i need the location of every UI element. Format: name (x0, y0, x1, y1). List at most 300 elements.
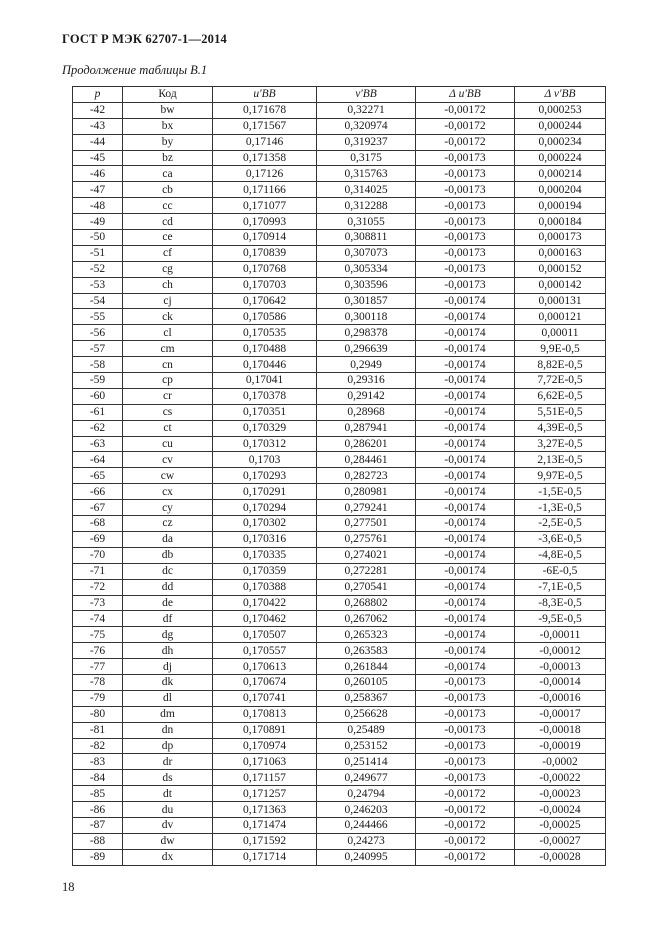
cell-u-bb: 0,170388 (213, 579, 317, 595)
header-delta-v-bb: Δ v'BB (515, 87, 606, 103)
table-row (73, 516, 606, 532)
cell-delta-u-bb: -0,00174 (416, 579, 515, 595)
cell-u-bb: 0,171592 (213, 833, 317, 849)
cell-v-bb: 0,303596 (317, 277, 416, 293)
cell-v-bb: 0,29316 (317, 373, 416, 389)
cell-delta-u-bb: -0,00173 (416, 150, 515, 166)
cell-delta-v-bb: 0,000194 (515, 198, 606, 214)
cell-v-bb: 0,256628 (317, 706, 416, 722)
cell-delta-u-bb: -0,00174 (416, 388, 515, 404)
cell-v-bb: 0,253152 (317, 738, 416, 754)
cell-code: cz (123, 516, 213, 532)
cell-p: -89 (73, 849, 123, 865)
cell-code: dw (123, 833, 213, 849)
table-row (73, 627, 606, 643)
cell-v-bb: 0,319237 (317, 134, 416, 150)
cell-code: cm (123, 341, 213, 357)
cell-delta-v-bb: 0,000163 (515, 245, 606, 261)
document-header: ГОСТ Р МЭК 62707-1—2014 (62, 32, 227, 46)
cell-v-bb: 0,274021 (317, 547, 416, 563)
cell-delta-u-bb: -0,00174 (416, 659, 515, 675)
table-row (73, 182, 606, 198)
cell-u-bb: 0,170839 (213, 245, 317, 261)
cell-v-bb: 0,275761 (317, 531, 416, 547)
cell-delta-u-bb: -0,00173 (416, 770, 515, 786)
table-row (73, 595, 606, 611)
cell-u-bb: 0,170557 (213, 643, 317, 659)
cell-delta-u-bb: -0,00174 (416, 563, 515, 579)
cell-u-bb: 0,170488 (213, 341, 317, 357)
table-row (73, 293, 606, 309)
cell-p: -75 (73, 627, 123, 643)
cell-delta-u-bb: -0,00174 (416, 341, 515, 357)
table-row (73, 150, 606, 166)
cell-code: bz (123, 150, 213, 166)
cell-code: dd (123, 579, 213, 595)
cell-u-bb: 0,171257 (213, 786, 317, 802)
cell-delta-u-bb: -0,00172 (416, 833, 515, 849)
cell-v-bb: 0,277501 (317, 516, 416, 532)
cell-code: dm (123, 706, 213, 722)
cell-delta-u-bb: -0,00174 (416, 595, 515, 611)
cell-delta-u-bb: -0,00174 (416, 309, 515, 325)
cell-p: -44 (73, 134, 123, 150)
cell-p: -62 (73, 420, 123, 436)
cell-delta-u-bb: -0,00172 (416, 817, 515, 833)
cell-v-bb: 0,24273 (317, 833, 416, 849)
cell-p: -84 (73, 770, 123, 786)
cell-u-bb: 0,170422 (213, 595, 317, 611)
cell-p: -50 (73, 230, 123, 246)
cell-code: cw (123, 468, 213, 484)
cell-delta-v-bb: -6E-0,5 (515, 563, 606, 579)
cell-v-bb: 0,267062 (317, 611, 416, 627)
table-row (73, 484, 606, 500)
cell-v-bb: 0,3175 (317, 150, 416, 166)
cell-v-bb: 0,301857 (317, 293, 416, 309)
cell-code: cg (123, 261, 213, 277)
cell-delta-v-bb: 0,000142 (515, 277, 606, 293)
cell-u-bb: 0,170446 (213, 357, 317, 373)
cell-delta-v-bb: 0,000214 (515, 166, 606, 182)
cell-p: -86 (73, 802, 123, 818)
cell-code: cr (123, 388, 213, 404)
cell-code: db (123, 547, 213, 563)
cell-v-bb: 0,261844 (317, 659, 416, 675)
cell-u-bb: 0,170535 (213, 325, 317, 341)
cell-delta-v-bb: -0,00014 (515, 674, 606, 690)
cell-delta-v-bb: 6,62E-0,5 (515, 388, 606, 404)
cell-delta-u-bb: -0,00173 (416, 738, 515, 754)
cell-delta-v-bb: -0,00012 (515, 643, 606, 659)
cell-delta-u-bb: -0,00173 (416, 706, 515, 722)
table-row (73, 277, 606, 293)
cell-v-bb: 0,307073 (317, 245, 416, 261)
cell-delta-u-bb: -0,00174 (416, 547, 515, 563)
cell-delta-u-bb: -0,00173 (416, 245, 515, 261)
cell-code: dc (123, 563, 213, 579)
cell-v-bb: 0,28968 (317, 404, 416, 420)
cell-delta-u-bb: -0,00174 (416, 436, 515, 452)
cell-u-bb: 0,170642 (213, 293, 317, 309)
cell-code: dv (123, 817, 213, 833)
cell-code: bx (123, 118, 213, 134)
cell-delta-u-bb: -0,00174 (416, 357, 515, 373)
cell-v-bb: 0,260105 (317, 674, 416, 690)
cell-delta-u-bb: -0,00174 (416, 484, 515, 500)
cell-p: -42 (73, 102, 123, 118)
cell-delta-v-bb: -0,00017 (515, 706, 606, 722)
cell-delta-u-bb: -0,00174 (416, 468, 515, 484)
table-row (73, 134, 606, 150)
cell-p: -82 (73, 738, 123, 754)
cell-delta-v-bb: -8,3E-0,5 (515, 595, 606, 611)
table-row (73, 230, 606, 246)
cell-delta-v-bb: -0,00018 (515, 722, 606, 738)
table-row (73, 309, 606, 325)
cell-v-bb: 0,24794 (317, 786, 416, 802)
cell-u-bb: 0,170359 (213, 563, 317, 579)
table-caption: Продолжение таблицы В.1 (62, 63, 208, 77)
table-row (73, 245, 606, 261)
cell-v-bb: 0,25489 (317, 722, 416, 738)
cell-p: -52 (73, 261, 123, 277)
cell-delta-u-bb: -0,00173 (416, 277, 515, 293)
cell-code: cn (123, 357, 213, 373)
cell-v-bb: 0,268802 (317, 595, 416, 611)
cell-delta-u-bb: -0,00172 (416, 134, 515, 150)
cell-u-bb: 0,170293 (213, 468, 317, 484)
cell-p: -48 (73, 198, 123, 214)
table-row (73, 738, 606, 754)
cell-code: cd (123, 214, 213, 230)
cell-delta-v-bb: 2,13E-0,5 (515, 452, 606, 468)
cell-delta-v-bb: 4,39E-0,5 (515, 420, 606, 436)
cell-v-bb: 0,246203 (317, 802, 416, 818)
cell-delta-v-bb: 3,27E-0,5 (515, 436, 606, 452)
table-row (73, 690, 606, 706)
cell-delta-u-bb: -0,00174 (416, 452, 515, 468)
cell-delta-u-bb: -0,00172 (416, 786, 515, 802)
cell-u-bb: 0,170813 (213, 706, 317, 722)
cell-delta-u-bb: -0,00173 (416, 674, 515, 690)
cell-delta-v-bb: 0,000121 (515, 309, 606, 325)
cell-code: du (123, 802, 213, 818)
cell-delta-v-bb: -2,5E-0,5 (515, 516, 606, 532)
cell-code: ca (123, 166, 213, 182)
cell-u-bb: 0,171157 (213, 770, 317, 786)
cell-delta-v-bb: 0,000224 (515, 150, 606, 166)
cell-p: -56 (73, 325, 123, 341)
header-v-bb: v'BB (317, 87, 416, 103)
cell-delta-u-bb: -0,00174 (416, 627, 515, 643)
cell-p: -66 (73, 484, 123, 500)
cell-p: -88 (73, 833, 123, 849)
cell-u-bb: 0,170741 (213, 690, 317, 706)
cell-u-bb: 0,17126 (213, 166, 317, 182)
cell-delta-u-bb: -0,00172 (416, 802, 515, 818)
cell-v-bb: 0,265323 (317, 627, 416, 643)
cell-code: ch (123, 277, 213, 293)
cell-v-bb: 0,296639 (317, 341, 416, 357)
cell-v-bb: 0,249677 (317, 770, 416, 786)
cell-v-bb: 0,282723 (317, 468, 416, 484)
table-row (73, 214, 606, 230)
cell-code: dj (123, 659, 213, 675)
table-row (73, 531, 606, 547)
cell-delta-v-bb: -1,3E-0,5 (515, 500, 606, 516)
table-row (73, 373, 606, 389)
cell-delta-v-bb: 5,51E-0,5 (515, 404, 606, 420)
cell-delta-v-bb: -0,00023 (515, 786, 606, 802)
cell-code: ck (123, 309, 213, 325)
cell-v-bb: 0,312288 (317, 198, 416, 214)
cell-u-bb: 0,170462 (213, 611, 317, 627)
cell-p: -49 (73, 214, 123, 230)
cell-delta-v-bb: -0,00013 (515, 659, 606, 675)
cell-v-bb: 0,286201 (317, 436, 416, 452)
cell-v-bb: 0,32271 (317, 102, 416, 118)
cell-delta-u-bb: -0,00173 (416, 690, 515, 706)
cell-delta-v-bb: 0,000253 (515, 102, 606, 118)
cell-v-bb: 0,315763 (317, 166, 416, 182)
cell-p: -73 (73, 595, 123, 611)
cell-p: -77 (73, 659, 123, 675)
cell-p: -64 (73, 452, 123, 468)
cell-code: da (123, 531, 213, 547)
cell-code: ce (123, 230, 213, 246)
cell-delta-u-bb: -0,00174 (416, 643, 515, 659)
cell-code: dk (123, 674, 213, 690)
cell-p: -70 (73, 547, 123, 563)
cell-code: ct (123, 420, 213, 436)
cell-p: -80 (73, 706, 123, 722)
table-row (73, 166, 606, 182)
cell-u-bb: 0,170312 (213, 436, 317, 452)
cell-p: -51 (73, 245, 123, 261)
table-row (73, 849, 606, 865)
cell-delta-u-bb: -0,00173 (416, 754, 515, 770)
cell-delta-u-bb: -0,00174 (416, 404, 515, 420)
cell-v-bb: 0,244466 (317, 817, 416, 833)
header-delta-u-bb: Δ u'BB (416, 87, 515, 103)
cell-code: cl (123, 325, 213, 341)
cell-code: dh (123, 643, 213, 659)
table-row (73, 786, 606, 802)
cell-code: dr (123, 754, 213, 770)
cell-code: cf (123, 245, 213, 261)
cell-p: -78 (73, 674, 123, 690)
cell-u-bb: 0,170302 (213, 516, 317, 532)
cell-v-bb: 0,263583 (317, 643, 416, 659)
cell-p: -69 (73, 531, 123, 547)
cell-v-bb: 0,270541 (317, 579, 416, 595)
cell-code: cj (123, 293, 213, 309)
cell-p: -57 (73, 341, 123, 357)
cell-p: -81 (73, 722, 123, 738)
table-row (73, 611, 606, 627)
cell-u-bb: 0,171363 (213, 802, 317, 818)
cell-delta-u-bb: -0,00174 (416, 531, 515, 547)
cell-delta-u-bb: -0,00173 (416, 166, 515, 182)
table-row (73, 102, 606, 118)
header-code: Код (123, 87, 213, 103)
cell-v-bb: 0,240995 (317, 849, 416, 865)
cell-p: -61 (73, 404, 123, 420)
cell-p: -46 (73, 166, 123, 182)
cell-code: cp (123, 373, 213, 389)
cell-p: -60 (73, 388, 123, 404)
cell-code: dg (123, 627, 213, 643)
cell-u-bb: 0,170974 (213, 738, 317, 754)
cell-delta-v-bb: 0,000244 (515, 118, 606, 134)
cell-delta-u-bb: -0,00174 (416, 611, 515, 627)
cell-p: -47 (73, 182, 123, 198)
cell-delta-v-bb: -4,8E-0,5 (515, 547, 606, 563)
cell-delta-v-bb: -1,5E-0,5 (515, 484, 606, 500)
cell-v-bb: 0,287941 (317, 420, 416, 436)
cell-v-bb: 0,258367 (317, 690, 416, 706)
page-number: 18 (62, 880, 75, 894)
cell-u-bb: 0,170891 (213, 722, 317, 738)
cell-p: -68 (73, 516, 123, 532)
cell-delta-v-bb: 0,000184 (515, 214, 606, 230)
cell-p: -55 (73, 309, 123, 325)
cell-p: -67 (73, 500, 123, 516)
cell-u-bb: 0,170993 (213, 214, 317, 230)
table-row (73, 404, 606, 420)
cell-code: cs (123, 404, 213, 420)
cell-u-bb: 0,171474 (213, 817, 317, 833)
table-row (73, 659, 606, 675)
cell-p: -54 (73, 293, 123, 309)
cell-u-bb: 0,170768 (213, 261, 317, 277)
cell-delta-v-bb: 9,97E-0,5 (515, 468, 606, 484)
cell-u-bb: 0,170294 (213, 500, 317, 516)
cell-v-bb: 0,251414 (317, 754, 416, 770)
cell-p: -45 (73, 150, 123, 166)
cell-delta-v-bb: -0,00028 (515, 849, 606, 865)
table-row (73, 706, 606, 722)
cell-code: cb (123, 182, 213, 198)
cell-u-bb: 0,171567 (213, 118, 317, 134)
cell-u-bb: 0,17041 (213, 373, 317, 389)
cell-delta-u-bb: -0,00172 (416, 849, 515, 865)
table-row (73, 198, 606, 214)
cell-delta-v-bb: -0,00027 (515, 833, 606, 849)
table-row (73, 500, 606, 516)
cell-delta-u-bb: -0,00174 (416, 373, 515, 389)
cell-delta-v-bb: 9,9E-0,5 (515, 341, 606, 357)
table-row (73, 833, 606, 849)
cell-u-bb: 0,171678 (213, 102, 317, 118)
cell-delta-u-bb: -0,00174 (416, 500, 515, 516)
table-row (73, 325, 606, 341)
table-body (73, 102, 606, 865)
cell-code: ds (123, 770, 213, 786)
cell-code: dl (123, 690, 213, 706)
cell-delta-v-bb: -0,00024 (515, 802, 606, 818)
table-row (73, 722, 606, 738)
cell-u-bb: 0,170378 (213, 388, 317, 404)
cell-p: -74 (73, 611, 123, 627)
cell-delta-v-bb: 0,000173 (515, 230, 606, 246)
cell-p: -63 (73, 436, 123, 452)
cell-u-bb: 0,170507 (213, 627, 317, 643)
cell-delta-u-bb: -0,00174 (416, 325, 515, 341)
cell-delta-u-bb: -0,00172 (416, 102, 515, 118)
cell-delta-v-bb: -0,00022 (515, 770, 606, 786)
cell-delta-v-bb: 7,72E-0,5 (515, 373, 606, 389)
cell-delta-v-bb: -7,1E-0,5 (515, 579, 606, 595)
cell-delta-u-bb: -0,00172 (416, 118, 515, 134)
cell-delta-u-bb: -0,00174 (416, 293, 515, 309)
cell-u-bb: 0,171063 (213, 754, 317, 770)
cell-code: bw (123, 102, 213, 118)
table-row (73, 118, 606, 134)
cell-u-bb: 0,170586 (213, 309, 317, 325)
cell-u-bb: 0,170351 (213, 404, 317, 420)
cell-u-bb: 0,171077 (213, 198, 317, 214)
cell-code: cu (123, 436, 213, 452)
cell-v-bb: 0,29142 (317, 388, 416, 404)
cell-p: -76 (73, 643, 123, 659)
cell-p: -59 (73, 373, 123, 389)
cell-v-bb: 0,320974 (317, 118, 416, 134)
cell-code: de (123, 595, 213, 611)
cell-u-bb: 0,170335 (213, 547, 317, 563)
cell-delta-u-bb: -0,00173 (416, 182, 515, 198)
cell-u-bb: 0,170316 (213, 531, 317, 547)
cell-delta-u-bb: -0,00173 (416, 230, 515, 246)
table-row (73, 388, 606, 404)
table-row (73, 436, 606, 452)
cell-code: dp (123, 738, 213, 754)
cell-delta-v-bb: 0,000204 (515, 182, 606, 198)
cell-code: dt (123, 786, 213, 802)
cell-delta-v-bb: 8,82E-0,5 (515, 357, 606, 373)
table-header-row (73, 87, 606, 103)
cell-v-bb: 0,305334 (317, 261, 416, 277)
cell-u-bb: 0,1703 (213, 452, 317, 468)
cell-u-bb: 0,170914 (213, 230, 317, 246)
cell-p: -53 (73, 277, 123, 293)
cell-v-bb: 0,280981 (317, 484, 416, 500)
cell-delta-v-bb: -0,0002 (515, 754, 606, 770)
cell-v-bb: 0,308811 (317, 230, 416, 246)
cell-v-bb: 0,2949 (317, 357, 416, 373)
cell-code: cv (123, 452, 213, 468)
table-row (73, 547, 606, 563)
cell-delta-u-bb: -0,00174 (416, 420, 515, 436)
table-row (73, 770, 606, 786)
cell-p: -83 (73, 754, 123, 770)
cell-v-bb: 0,300118 (317, 309, 416, 325)
cell-u-bb: 0,17146 (213, 134, 317, 150)
data-table (72, 86, 606, 866)
table-row (73, 754, 606, 770)
cell-v-bb: 0,284461 (317, 452, 416, 468)
cell-delta-v-bb: -0,00011 (515, 627, 606, 643)
cell-delta-v-bb: -3,6E-0,5 (515, 531, 606, 547)
cell-u-bb: 0,171166 (213, 182, 317, 198)
header-p: p (73, 87, 123, 103)
cell-delta-v-bb: 0,000234 (515, 134, 606, 150)
cell-delta-v-bb: 0,000152 (515, 261, 606, 277)
cell-v-bb: 0,272281 (317, 563, 416, 579)
table-row (73, 643, 606, 659)
cell-delta-u-bb: -0,00173 (416, 214, 515, 230)
